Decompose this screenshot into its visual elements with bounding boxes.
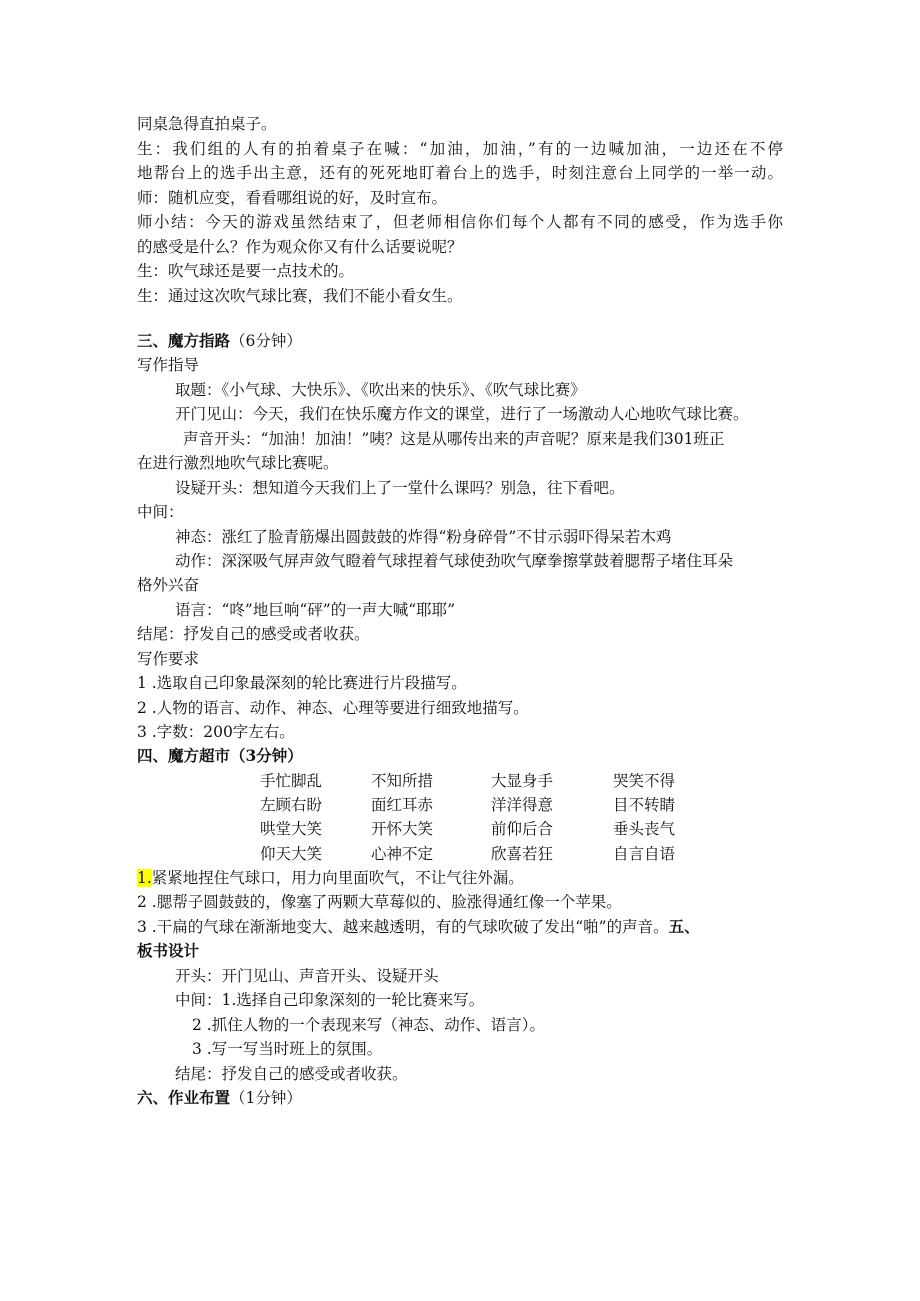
idiom: 前仰后合: [491, 820, 554, 838]
board-middle-item: 3 .写一写当时班上的氛围。: [192, 1040, 383, 1058]
writing-requirement-title: 写作要求: [137, 650, 200, 668]
idiom: 仰天大笑: [260, 845, 323, 863]
sentence-text: 紧紧地捏住气球口，用力向里面吹气，不让气往外漏。: [151, 869, 524, 887]
section-3-time: （6分钟）: [230, 332, 302, 350]
action-line: 动作：深深吸气屏声敛气瞪着气球捏着气球使劲吹气摩拳擦掌鼓着腮帮子堵住耳朵: [175, 552, 734, 570]
section-4-heading: [137, 746, 303, 766]
sound-opening-line: 声音开头：“加油！加油！”咦？这是从哪传出来的声音呢？原来是我们301班正: [183, 430, 725, 448]
naming-line: 取题：《小气球、大快乐》、《吹出来的快乐》、《吹气球比赛》: [175, 381, 586, 399]
language-line: 语言：“咚”地巨响“砰”的一声大喊“耶耶”: [175, 601, 456, 619]
highlighted-number: 1.: [137, 869, 152, 887]
requirement-item: 3 .字数：200字左右。: [137, 723, 295, 741]
section-6-time: （1分钟）: [230, 1089, 302, 1107]
board-middle-item: 2 .抓住人物的一个表现来写（神态、动作、语言）。: [192, 1016, 545, 1034]
idiom: 左顾右盼: [260, 796, 323, 814]
idiom: 心神不定: [371, 845, 434, 863]
middle-label: 中间：: [137, 503, 184, 521]
section-5-heading-start: 五、: [668, 917, 700, 936]
section-3-title: 三、魔方指路: [137, 331, 231, 350]
idiom: 哭笑不得: [613, 772, 676, 790]
section-6-heading: [137, 1088, 302, 1108]
text-line: 师：随机应变，看看哪组说的好，及时宣布。: [137, 189, 448, 207]
writing-guide-title: 写作指导: [137, 356, 200, 374]
sentence-item: [137, 868, 524, 888]
board-middle: 中间：1.选择自己印象深刻的一轮比赛来写。: [175, 991, 485, 1009]
section-4-title: 四、魔方超市: [137, 746, 231, 765]
section-4-time: （3分钟）: [230, 746, 303, 765]
text-line: 生：我们组的人有的拍着桌子在喊：“加油，加油，”有的一边喊加油，一边还在不停: [137, 140, 783, 158]
sound-opening-line-2: 在进行激烈地吹气球比赛呢。: [137, 454, 339, 472]
ending-line: 结尾：抒发自己的感受或者收获。: [137, 625, 370, 643]
text-line: 的感受是什么？作为观众你又有什么话要说呢？: [137, 238, 463, 256]
idiom: 目不转睛: [613, 796, 676, 814]
idiom: 手忙脚乱: [260, 772, 323, 790]
open-door-line: 开门见山：今天，我们在快乐魔方作文的课堂，进行了一场激动人心地吹气球比赛。: [175, 405, 749, 423]
requirement-item: 2 .人物的语言、动作、神态、心理等要进行细致地描写。: [137, 699, 529, 717]
expression-line: 神态：涨红了脸青筋爆出圆鼓鼓的炸得“粉身碎骨”不甘示弱吓得呆若木鸡: [175, 528, 672, 546]
text-line: 同桌急得直拍桌子。: [137, 115, 277, 133]
section-6-title: 六、作业布置: [137, 1088, 231, 1107]
suspense-opening-line: 设疑开头：想知道今天我们上了一堂什么课吗？别急，往下看吧。: [175, 479, 625, 497]
sentence-text: 3 .干扁的气球在渐渐地变大、越来越透明，有的气球吹破了发出“啪”的声音。: [137, 918, 669, 936]
text-line: 生：吹气球还是要一点技术的。: [137, 262, 355, 280]
text-line: 师小结：今天的游戏虽然结束了，但老师相信你们每个人都有不同的感受，作为选手你: [137, 213, 783, 231]
idiom: 垂头丧气: [613, 820, 676, 838]
action-line-2: 格外兴奋: [137, 576, 200, 594]
idiom: 自言自语: [613, 845, 676, 863]
board-ending: 结尾：抒发自己的感受或者收获。: [175, 1065, 408, 1083]
sentence-item: 2 .腮帮子圆鼓鼓的，像塞了两颗大草莓似的、脸涨得通红像一个苹果。: [137, 893, 622, 911]
idiom: 大显身手: [491, 772, 554, 790]
section-5-heading: 板书设计: [137, 941, 200, 960]
board-opening: 开头：开门见山、声音开头、设疑开头: [175, 967, 439, 985]
idiom: 不知所措: [371, 772, 434, 790]
idiom: 哄堂大笑: [260, 820, 323, 838]
text-line: 生：通过这次吹气球比赛，我们不能小看女生。: [137, 287, 463, 305]
sentence-item: [137, 917, 700, 937]
requirement-item: 1 .选取自己印象最深刻的轮比赛进行片段描写。: [137, 674, 467, 692]
idiom: 开怀大笑: [371, 820, 434, 838]
section-3-heading: [137, 331, 302, 351]
idiom: 洋洋得意: [491, 796, 554, 814]
text-line: 地帮台上的选手出主意，还有的死死地盯着台上的选手，时刻注意台上同学的一举一动。: [137, 164, 783, 182]
idiom: 欣喜若狂: [491, 845, 554, 863]
idiom: 面红耳赤: [371, 796, 434, 814]
